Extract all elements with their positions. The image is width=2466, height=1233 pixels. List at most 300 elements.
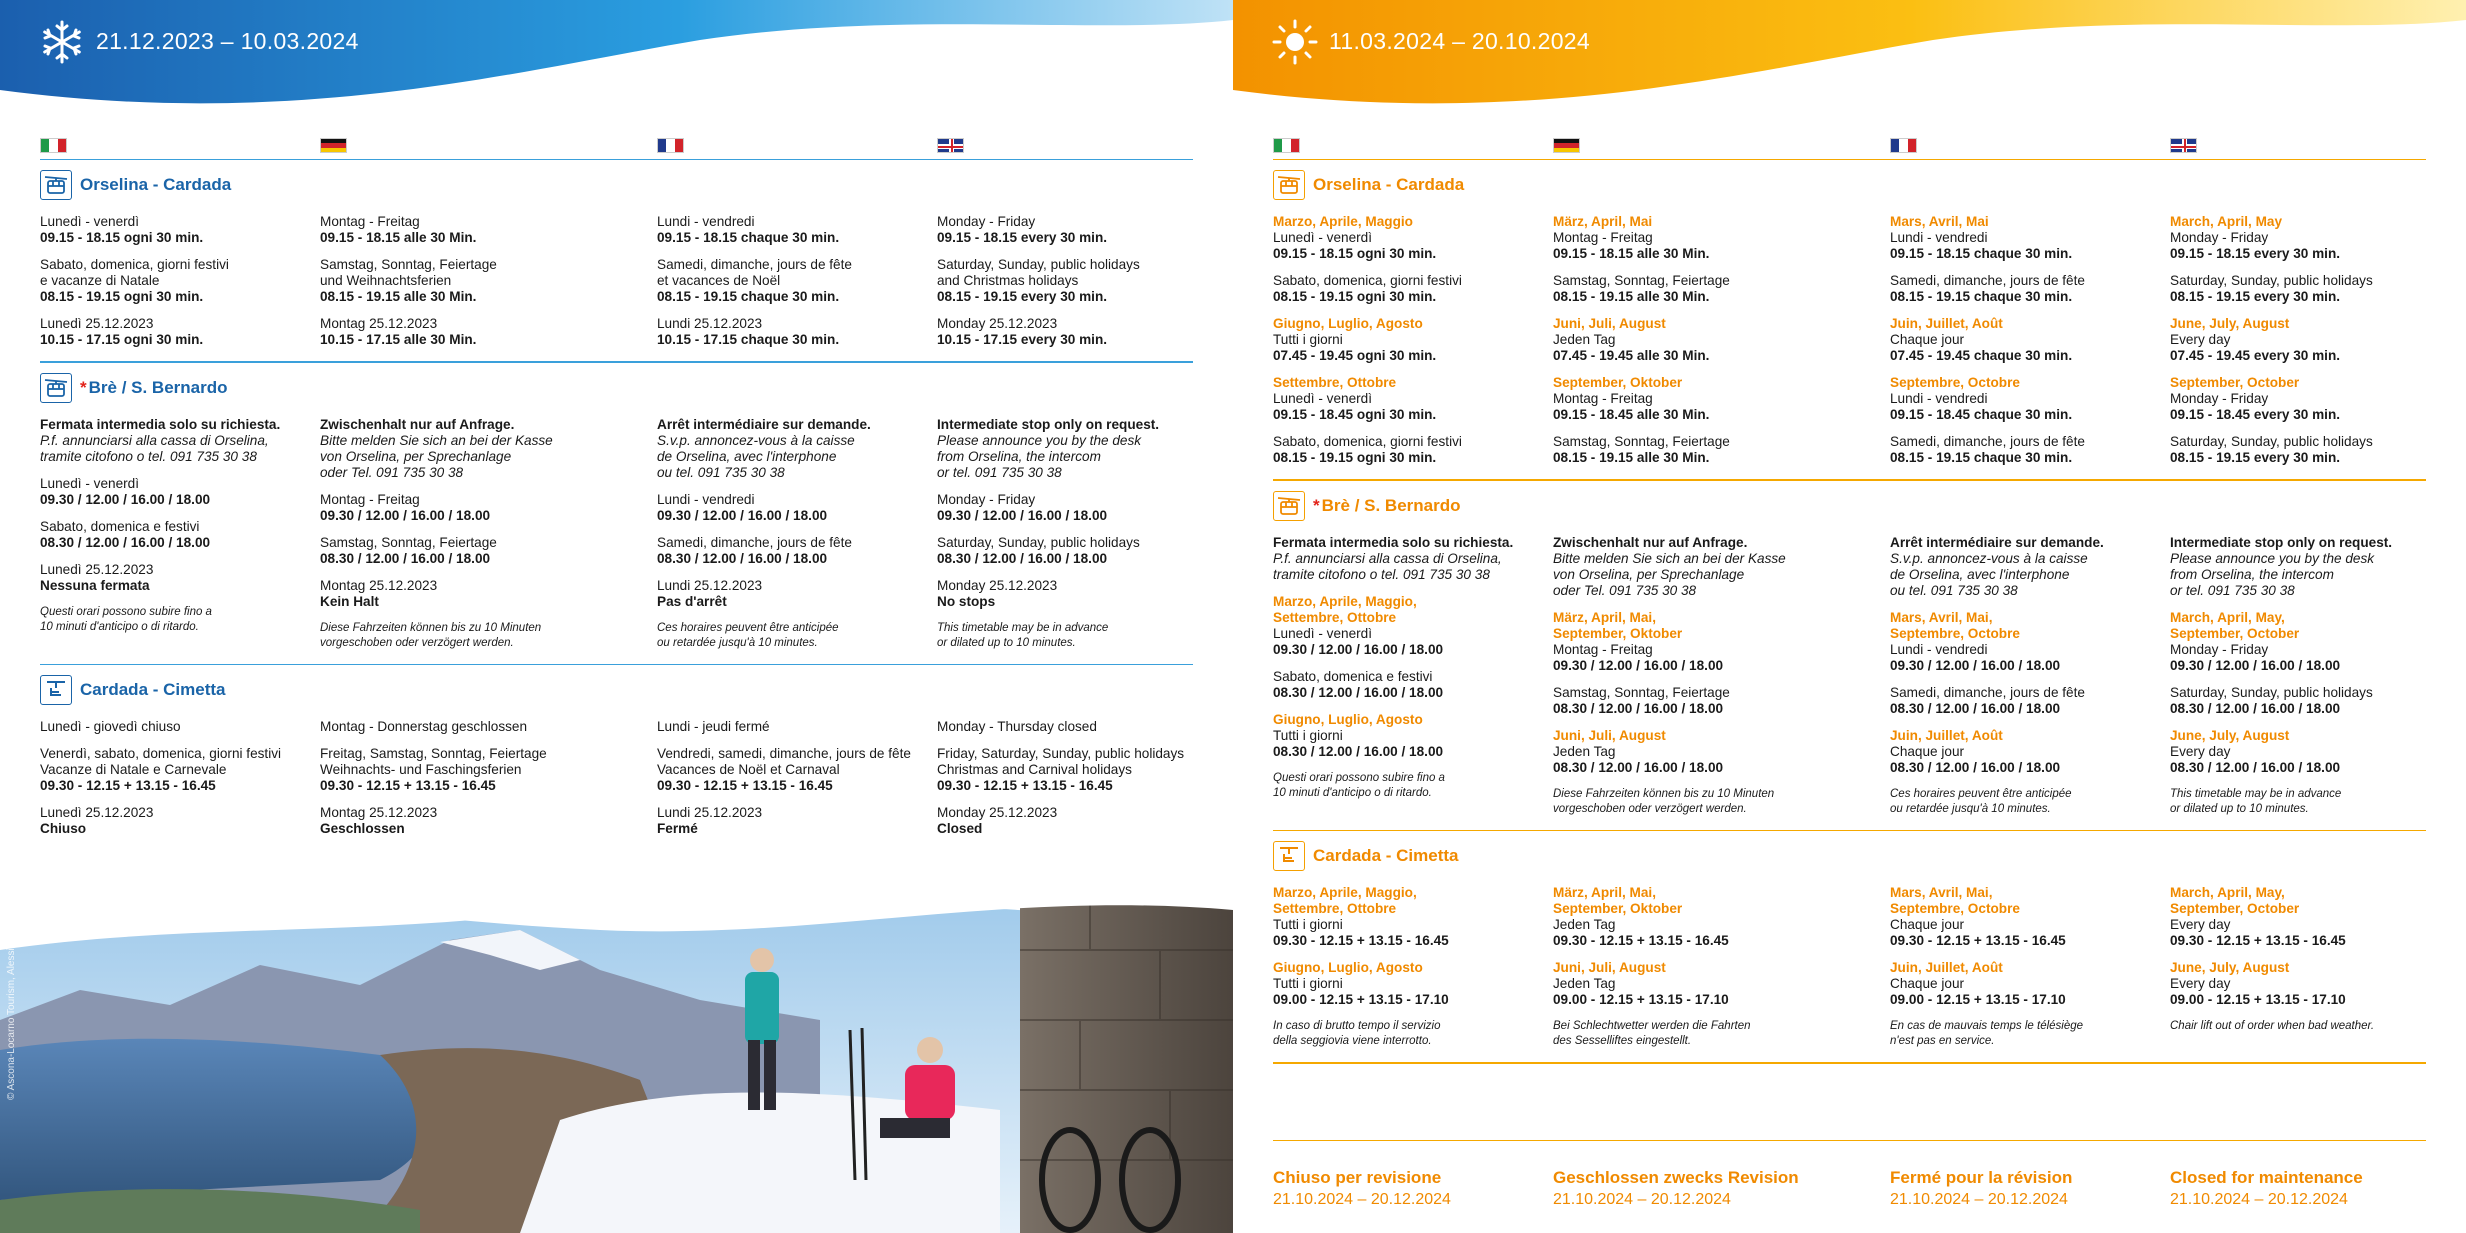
section-cardada-cimetta (1273, 837, 2426, 1064)
day-label: Saturday, Sunday, public holidays (2170, 434, 2373, 449)
schedule-entry (1553, 728, 1890, 776)
schedule-entry (1553, 375, 1890, 423)
schedule-entry (40, 417, 320, 465)
schedule-entry (657, 746, 937, 794)
day-label: Sabato, domenica e festivi (40, 518, 200, 534)
day-label: Lundi - vendredi (1890, 391, 1988, 406)
time-value: Fermé (657, 821, 698, 836)
schedule-entry (937, 257, 1193, 305)
day-label: Jeden Tag (1553, 743, 1616, 759)
schedule-entry (1890, 1019, 2170, 1049)
notice-text: S.v.p. annoncez-vous à la caisse de Orselina, avec l'interphone ou tel. 091 735 30 38 (1890, 550, 2088, 598)
schedule-entry (1273, 434, 1553, 466)
schedule-entry (937, 578, 1193, 610)
schedule-entry (657, 805, 937, 837)
day-label: Monday 25.12.2023 (937, 577, 1058, 593)
section-title: Cardada - Cimetta (1313, 846, 1459, 865)
time-value: 08.30 / 12.00 / 16.00 / 18.00 (937, 550, 1108, 566)
schedule-entry (2170, 728, 2426, 776)
schedule-entry (1553, 316, 1890, 364)
day-label: Saturday, Sunday, public holidays and Christmas holidays (937, 257, 1140, 288)
language-column (1890, 885, 2170, 1060)
schedule-entry (657, 492, 937, 524)
time-value: 08.15 - 19.15 alle 30 Min. (320, 289, 477, 304)
schedule-entry (40, 476, 320, 508)
language-column (1273, 214, 1553, 477)
day-label: Sabato, domenica e festivi (1273, 668, 1433, 684)
time-value: 09.30 / 12.00 / 16.00 / 18.00 (2170, 657, 2341, 673)
schedule-entry (40, 562, 320, 594)
schedule-entry (320, 719, 657, 735)
schedule-entry (1553, 1019, 1890, 1049)
gondola-icon (1273, 491, 1305, 521)
day-label: Lunedì - venerdì (40, 475, 139, 491)
season-label: Septembre, Octobre (1890, 375, 2020, 390)
schedule-entry (1273, 273, 1553, 305)
section-header (40, 369, 1193, 407)
time-value: 09.30 - 12.15 + 13.15 - 16.45 (2170, 933, 2346, 948)
language-column (40, 417, 320, 662)
section-title: Brè / S. Bernardo (1321, 495, 1461, 515)
language-flags (1273, 134, 2426, 160)
section-bre-bernardo (1273, 487, 2426, 832)
schedule-entry (1273, 885, 1553, 949)
time-value: 09.00 - 12.15 + 13.15 - 17.10 (1553, 992, 1729, 1007)
schedule-entry (1553, 214, 1890, 262)
day-label: Monday - Friday (937, 214, 1036, 229)
time-value: 08.30 / 12.00 / 16.00 / 18.00 (40, 534, 211, 550)
time-value: 09.15 - 18.15 every 30 min. (937, 230, 1108, 245)
notice-title: Arrêt intermédiaire sur demande. (1890, 534, 2104, 550)
notice-text: Bitte melden Sie sich an bei der Kasse von Orselina, per Sprechanlage oder Tel. 091 735 30 38 (320, 432, 553, 480)
time-value: 09.30 - 12.15 + 13.15 - 16.45 (657, 778, 833, 793)
language-column (40, 214, 320, 359)
schedule-entry (937, 621, 1193, 651)
gondola-icon (1273, 170, 1305, 200)
time-value: 09.30 - 12.15 + 13.15 - 16.45 (40, 778, 216, 793)
notice-title: Intermediate stop only on request. (937, 416, 1160, 432)
day-label: Saturday, Sunday, public holidays (2170, 273, 2373, 288)
schedule-entry (2170, 316, 2426, 364)
day-label: Samedi, dimanche, jours de fête et vacances de Noël (657, 257, 852, 288)
season-label: Marzo, Aprile, Maggio (1273, 214, 1413, 229)
notice-title: Fermata intermedia solo su richiesta. (1273, 534, 1514, 550)
closed-fr: Fermé pour la révision 21.10.2024 – 20.12.2024 (1890, 1168, 2073, 1208)
season-label: Mars, Avril, Mai, Septembre, Octobre (1890, 885, 2020, 916)
schedule-entry (657, 316, 937, 348)
time-value: 08.15 - 19.15 every 30 min. (2170, 450, 2341, 465)
section-divider (40, 361, 1193, 363)
winter-banner (0, 0, 1233, 130)
language-column (320, 214, 657, 359)
section-divider (1273, 1062, 2426, 1064)
day-label: Monday - Friday (937, 491, 1036, 507)
day-label: Lundi - vendredi (657, 214, 755, 229)
time-value: 08.15 - 19.15 ogni 30 min. (1273, 289, 1437, 304)
schedule-entry (1553, 960, 1890, 1008)
time-value: 07.45 - 19.45 alle 30 Min. (1553, 348, 1710, 363)
gondola-icon (40, 373, 72, 403)
time-value: 08.30 / 12.00 / 16.00 / 18.00 (1553, 700, 1724, 716)
time-value: Nessuna fermata (40, 577, 150, 593)
timing-note: Questi orari possono subire fino a 10 minuti d'anticipo o di ritardo. (40, 605, 212, 633)
day-label: Samedi, dimanche, jours de fête (1890, 684, 2085, 700)
season-label: Marzo, Aprile, Maggio, Settembre, Ottobre (1273, 885, 1417, 916)
season-label: September, October (2170, 375, 2300, 390)
schedule-entry (2170, 535, 2426, 599)
season-label: Juni, Juli, August (1553, 960, 1666, 975)
schedule-entry (320, 621, 657, 651)
timing-note: This timetable may be in advance or dilated up to 10 minutes. (937, 621, 1109, 649)
schedule-entry (1890, 787, 2170, 817)
section-header (1273, 166, 2426, 204)
time-value: 09.15 - 18.15 chaque 30 min. (1890, 246, 2073, 261)
schedule-entry (1553, 885, 1890, 949)
language-column (937, 214, 1193, 359)
schedule-grid (1273, 885, 2426, 1060)
german-flag-icon (1553, 138, 1580, 153)
day-label: Every day (2170, 976, 2231, 991)
notice-title: Zwischenhalt nur auf Anfrage. (1553, 534, 1748, 550)
language-column (2170, 214, 2426, 477)
time-value: 09.15 - 18.15 ogni 30 min. (40, 230, 204, 245)
summer-banner (1233, 0, 2466, 130)
timing-note: Bei Schlechtwetter werden die Fahrten des Sesselliftes eingestellt. (1553, 1020, 1751, 1047)
schedule-entry (320, 492, 657, 524)
italian-flag-icon (1273, 138, 1300, 153)
day-label: Sabato, domenica, giorni festivi (1273, 434, 1462, 449)
time-value: 09.15 - 18.15 alle 30 Min. (1553, 246, 1710, 261)
summer-content (1273, 134, 2426, 1064)
section-header (40, 671, 1193, 709)
day-label: Monday - Friday (2170, 230, 2269, 245)
schedule-entry (2170, 375, 2426, 423)
schedule-entry (657, 719, 937, 735)
time-value: 10.15 - 17.15 every 30 min. (937, 332, 1108, 347)
schedule-entry (40, 605, 320, 635)
time-value: 09.30 / 12.00 / 16.00 / 18.00 (1273, 641, 1444, 657)
timing-note: Ces horaires peuvent être anticipée ou retardée jusqu'à 10 minutes. (657, 621, 839, 649)
time-value: 08.30 / 12.00 / 16.00 / 18.00 (657, 550, 828, 566)
schedule-entry (320, 417, 657, 481)
notice-title: Fermata intermedia solo su richiesta. (40, 416, 281, 432)
day-label: Tutti i giorni (1273, 727, 1343, 743)
day-label: Chaque jour (1890, 917, 1965, 932)
day-label: Montag 25.12.2023 (320, 316, 438, 331)
time-value: 09.30 - 12.15 + 13.15 - 16.45 (1273, 933, 1449, 948)
time-value: 07.45 - 19.45 ogni 30 min. (1273, 348, 1437, 363)
day-label: Lunedì - venerdì (1273, 625, 1372, 641)
summer-page (1233, 0, 2466, 1233)
schedule-entry (1890, 885, 2170, 949)
time-value: 09.15 - 18.15 ogni 30 min. (1273, 246, 1437, 261)
section-orselina-cardada (1273, 166, 2426, 481)
uk-flag-icon (2170, 138, 2197, 153)
season-label: Juin, Juillet, Août (1890, 316, 2003, 331)
time-value: 09.30 - 12.15 + 13.15 - 16.45 (1890, 933, 2066, 948)
schedule-entry (1273, 771, 1553, 801)
schedule-grid (40, 214, 1193, 359)
day-label: Chaque jour (1890, 332, 1965, 347)
italian-flag-icon (40, 138, 67, 153)
timing-note: Ces horaires peuvent être anticipée ou retardée jusqu'à 10 minutes. (1890, 787, 2072, 815)
day-label: Lundi 25.12.2023 (657, 577, 763, 593)
timing-note: This timetable may be in advance or dilated up to 10 minutes. (2170, 787, 2342, 815)
day-label: Lunedì - venerdì (40, 214, 139, 229)
day-label: Chaque jour (1890, 743, 1965, 759)
schedule-entry (1890, 214, 2170, 262)
schedule-entry (1890, 316, 2170, 364)
notice-title: Zwischenhalt nur auf Anfrage. (320, 416, 515, 432)
language-column (1553, 885, 1890, 1060)
day-label: Saturday, Sunday, public holidays (937, 534, 1140, 550)
time-value: 09.30 / 12.00 / 16.00 / 18.00 (657, 507, 828, 523)
schedule-entry (1553, 787, 1890, 817)
language-column (937, 719, 1193, 848)
time-value: 09.15 - 18.45 chaque 30 min. (1890, 407, 2073, 422)
photo-credit: © Ascona-Locarno Tourism, Alessio Pizzicannella (6, 881, 17, 1100)
time-value: Closed (937, 821, 983, 836)
time-value: 09.30 / 12.00 / 16.00 / 18.00 (1553, 657, 1724, 673)
day-label: Montag - Freitag (320, 491, 420, 507)
day-label: Samstag, Sonntag, Feiertage (1553, 273, 1730, 288)
time-value: 09.15 - 18.15 every 30 min. (2170, 246, 2341, 261)
day-label: Montag 25.12.2023 (320, 805, 438, 820)
sun-icon (1271, 18, 1319, 66)
season-label: March, April, May (2170, 214, 2283, 229)
time-value: 08.30 / 12.00 / 16.00 / 18.00 (1553, 759, 1724, 775)
schedule-entry (1890, 434, 2170, 466)
german-flag-icon (320, 138, 347, 153)
timing-note: Diese Fahrzeiten können bis zu 10 Minuten vorgeschoben oder verzögert werden. (320, 621, 542, 649)
schedule-entry (2170, 685, 2426, 717)
time-value: No stops (937, 593, 996, 609)
language-column (2170, 885, 2426, 1060)
time-value: 09.30 / 12.00 / 16.00 / 18.00 (937, 507, 1108, 523)
schedule-entry (1273, 375, 1553, 423)
schedule-entry (1273, 669, 1553, 701)
section-orselina-cardada (40, 166, 1193, 363)
notice-title: Intermediate stop only on request. (2170, 534, 2393, 550)
time-value: 09.30 - 12.15 + 13.15 - 16.45 (320, 778, 496, 793)
schedule-entry (657, 417, 937, 481)
section-cardada-cimetta (40, 671, 1193, 848)
time-value: 09.15 - 18.15 chaque 30 min. (657, 230, 840, 245)
time-value: 09.15 - 18.15 alle 30 Min. (320, 230, 477, 245)
language-column (1890, 214, 2170, 477)
schedule-entry (1553, 685, 1890, 717)
schedule-entry (40, 519, 320, 551)
time-value: 09.30 / 12.00 / 16.00 / 18.00 (320, 507, 491, 523)
schedule-entry (2170, 960, 2426, 1008)
time-value: 08.15 - 19.15 ogni 30 min. (1273, 450, 1437, 465)
time-value: 10.15 - 17.15 ogni 30 min. (40, 332, 204, 347)
time-value: 07.45 - 19.45 chaque 30 min. (1890, 348, 2073, 363)
season-label: März, April, Mai, September, Oktober (1553, 609, 1683, 641)
language-flags (40, 134, 1193, 160)
time-value: 08.30 / 12.00 / 16.00 / 18.00 (2170, 759, 2341, 775)
time-value: 09.15 - 18.45 ogni 30 min. (1273, 407, 1437, 422)
schedule-entry (320, 214, 657, 246)
schedule-entry (40, 257, 320, 305)
language-column (1890, 535, 2170, 828)
timing-note: Diese Fahrzeiten können bis zu 10 Minuten vorgeschoben oder verzögert werden. (1553, 787, 1775, 815)
schedule-entry (320, 805, 657, 837)
schedule-entry (1553, 434, 1890, 466)
day-label: Lundi 25.12.2023 (657, 805, 763, 820)
schedule-entry (1890, 685, 2170, 717)
time-value: 09.00 - 12.15 + 13.15 - 17.10 (2170, 992, 2346, 1007)
snowflake-icon (38, 18, 86, 66)
schedule-entry (40, 719, 320, 735)
chairlift-icon (40, 675, 72, 705)
season-label: Mars, Avril, Mai, Septembre, Octobre (1890, 609, 2020, 641)
schedule-entry (40, 805, 320, 837)
schedule-entry (937, 316, 1193, 348)
time-value: 10.15 - 17.15 alle 30 Min. (320, 332, 477, 347)
time-value: 08.15 - 19.15 alle 30 Min. (1553, 289, 1710, 304)
time-value: 08.15 - 19.15 chaque 30 min. (1890, 450, 2073, 465)
time-value: Pas d'arrêt (657, 593, 727, 609)
time-value: 09.30 / 12.00 / 16.00 / 18.00 (1890, 657, 2061, 673)
day-label: Vendredi, samedi, dimanche, jours de fête Vacances de Noël et Carnaval (657, 746, 911, 777)
closed-de: Geschlossen zwecks Revision 21.10.2024 – 20.12.2024 (1553, 1168, 1799, 1208)
day-label: Lunedì - venerdì (1273, 230, 1372, 245)
language-column (937, 417, 1193, 662)
time-value: Geschlossen (320, 821, 405, 836)
schedule-entry (320, 535, 657, 567)
language-column (657, 214, 937, 359)
day-label: Lundi - jeudi fermé (657, 719, 770, 734)
day-label: Monday 25.12.2023 (937, 805, 1058, 820)
star-icon: * (1313, 495, 1320, 515)
schedule-entry (937, 214, 1193, 246)
day-label: Every day (2170, 332, 2231, 347)
season-label: June, July, August (2170, 960, 2290, 975)
schedule-entry (657, 257, 937, 305)
timing-note: Chair lift out of order when bad weather. (2170, 1020, 2375, 1032)
timing-note: In caso di brutto tempo il servizio della seggiovia viene interrotto. (1273, 1020, 1441, 1047)
schedule-entry (1890, 273, 2170, 305)
day-label: Samstag, Sonntag, Feiertage (1553, 434, 1730, 449)
day-label: Lundi - vendredi (657, 491, 755, 507)
day-label: Montag - Freitag (1553, 641, 1653, 657)
schedule-entry (320, 746, 657, 794)
day-label: Samedi, dimanche, jours de fête (1890, 273, 2085, 288)
day-label: Lunedì - giovedì chiuso (40, 719, 181, 734)
language-column (1553, 535, 1890, 828)
section-divider (40, 664, 1193, 666)
day-label: Jeden Tag (1553, 332, 1616, 347)
day-label: Tutti i giorni (1273, 976, 1343, 991)
time-value: 08.15 - 19.15 ogni 30 min. (40, 289, 204, 304)
season-label: Marzo, Aprile, Maggio, Settembre, Ottobre (1273, 593, 1417, 625)
notice-title: Arrêt intermédiaire sur demande. (657, 416, 871, 432)
day-label: Monday - Thursday closed (937, 719, 1097, 734)
day-label: Montag - Freitag (320, 214, 420, 229)
schedule-entry (2170, 1019, 2426, 1034)
section-title: Brè / S. Bernardo (88, 377, 228, 397)
schedule-entry (1273, 316, 1553, 364)
schedule-entry (937, 805, 1193, 837)
season-label: June, July, August (2170, 727, 2290, 743)
schedule-entry (1273, 1019, 1553, 1049)
schedule-entry (657, 578, 937, 610)
schedule-entry (937, 719, 1193, 735)
french-flag-icon (657, 138, 684, 153)
section-divider (1273, 830, 2426, 832)
summer-period: 11.03.2024 – 20.10.2024 (1329, 28, 1590, 54)
winter-content (40, 134, 1193, 848)
schedule-entry (1890, 610, 2170, 674)
time-value: Chiuso (40, 821, 87, 836)
season-label: March, April, May, September, October (2170, 609, 2300, 641)
day-label: Lunedì - venerdì (1273, 391, 1372, 406)
season-label: Settembre, Ottobre (1273, 375, 1397, 390)
winter-hiking-photo (0, 880, 1233, 1233)
time-value: 08.30 / 12.00 / 16.00 / 18.00 (1273, 743, 1444, 759)
season-label: Juni, Juli, August (1553, 727, 1666, 743)
day-label: Chaque jour (1890, 976, 1965, 991)
day-label: Lundi 25.12.2023 (657, 316, 763, 331)
time-value: Kein Halt (320, 593, 379, 609)
day-label: Jeden Tag (1553, 917, 1616, 932)
section-header (1273, 837, 2426, 875)
season-label: March, April, May, September, October (2170, 885, 2300, 916)
day-label: Samedi, dimanche, jours de fête (1890, 434, 2085, 449)
schedule-entry (2170, 885, 2426, 949)
day-label: Venerdì, sabato, domenica, giorni festivi Vacanze di Natale e Carnevale (40, 746, 282, 777)
day-label: Freitag, Samstag, Sonntag, Feiertage Weihnachts- und Faschingsferien (320, 746, 547, 777)
day-label: Sabato, domenica, giorni festivi (1273, 273, 1462, 288)
language-column (1273, 885, 1553, 1060)
language-column (40, 719, 320, 848)
day-label: Samstag, Sonntag, Feiertage (320, 534, 497, 550)
notice-text: Bitte melden Sie sich an bei der Kasse von Orselina, per Sprechanlage oder Tel. 091 735 30 38 (1553, 550, 1786, 598)
time-value: 08.30 / 12.00 / 16.00 / 18.00 (2170, 700, 2341, 716)
language-column (2170, 535, 2426, 828)
day-label: Every day (2170, 917, 2231, 932)
day-label: Saturday, Sunday, public holidays (2170, 684, 2373, 700)
schedule-entry (1553, 535, 1890, 599)
day-label: Monday 25.12.2023 (937, 316, 1058, 331)
time-value: 09.15 - 18.45 every 30 min. (2170, 407, 2341, 422)
season-label: Juin, Juillet, Août (1890, 960, 2003, 975)
time-value: 08.15 - 19.15 chaque 30 min. (1890, 289, 2073, 304)
schedule-entry (1890, 960, 2170, 1008)
section-title: Cardada - Cimetta (80, 680, 226, 699)
season-label: März, April, Mai, September, Oktober (1553, 885, 1683, 916)
day-label: Montag - Freitag (1553, 230, 1653, 245)
schedule-grid (1273, 214, 2426, 477)
closed-it: Chiuso per revisione 21.10.2024 – 20.12.2024 (1273, 1168, 1451, 1208)
time-value: 09.30 - 12.15 + 13.15 - 16.45 (1553, 933, 1729, 948)
schedule-entry (1553, 610, 1890, 674)
french-flag-icon (1890, 138, 1917, 153)
schedule-grid (40, 417, 1193, 662)
day-label: Monday - Friday (2170, 641, 2269, 657)
season-label: June, July, August (2170, 316, 2290, 331)
day-label: Every day (2170, 743, 2231, 759)
season-label: Juni, Juli, August (1553, 316, 1666, 331)
day-label: Montag - Freitag (1553, 391, 1653, 406)
day-label: Tutti i giorni (1273, 332, 1343, 347)
day-label: Monday - Friday (2170, 391, 2269, 406)
schedule-entry (937, 492, 1193, 524)
time-value: 09.00 - 12.15 + 13.15 - 17.10 (1273, 992, 1449, 1007)
schedule-grid (1273, 535, 2426, 828)
section-title: Orselina - Cardada (80, 175, 232, 194)
